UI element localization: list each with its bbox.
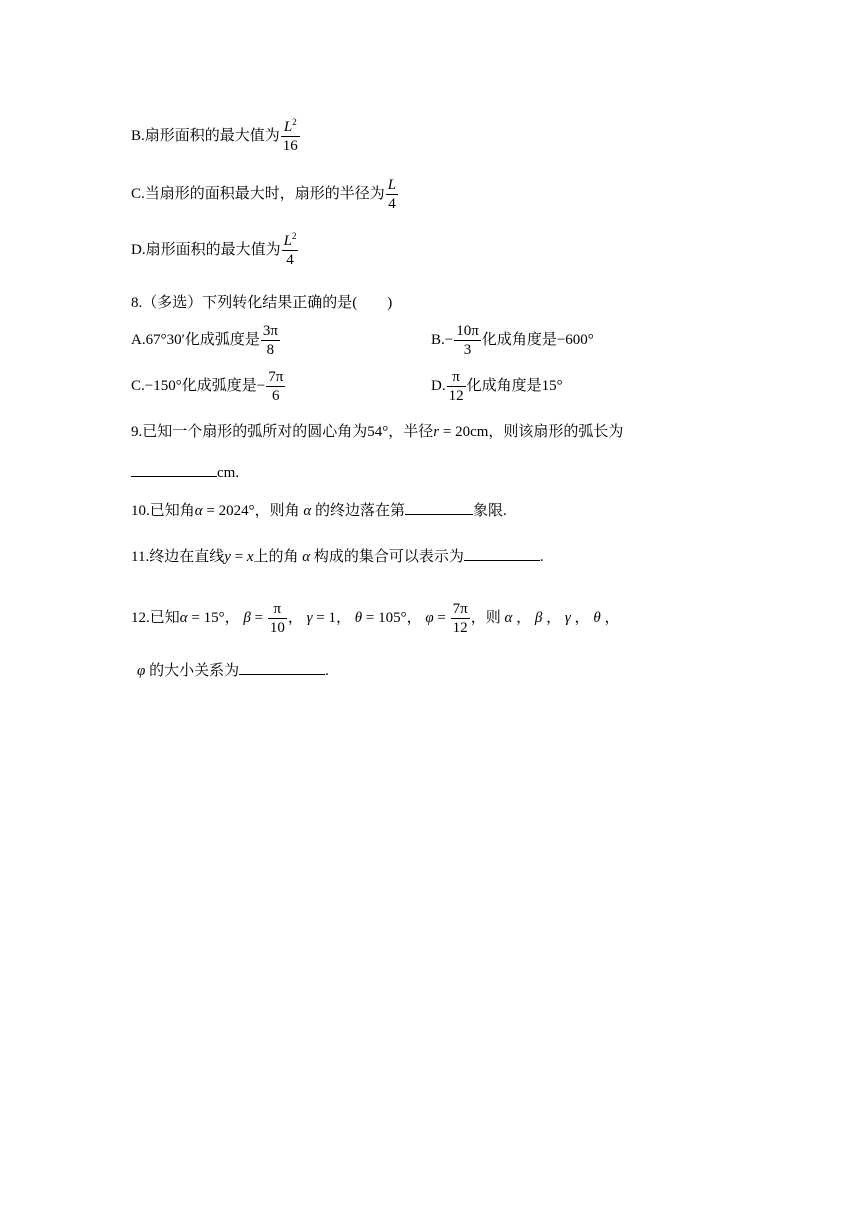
q11-answer-blank[interactable]	[464, 546, 540, 561]
q8-option-a: A.67°30′化成弧度是 $\frac{3\pi}{8}$	[131, 323, 278, 358]
q8-option-c: C.−150°化成弧度是− $\frac{7\pi}{6}$	[131, 369, 284, 404]
q7-option-b	[131, 118, 301, 155]
q7-option-b-text: B.扇形面积的最大值为	[131, 127, 280, 144]
q9-answer-line: cm.	[131, 462, 239, 483]
q8-option-b: B.− $\frac{10\pi}{3}$ 化成角度是−600°	[431, 323, 594, 358]
q7-option-d	[131, 232, 299, 269]
q7-option-c-fraction: $\frac{L}{4}$	[387, 177, 397, 212]
q12-answer-line: φ 的大小关系为 .	[137, 660, 329, 681]
q7-option-c	[131, 176, 399, 213]
q11-text: 11.终边在直线y = x上的角 α 构成的集合可以表示为 .	[131, 546, 544, 567]
q7-option-d-text: D.扇形面积的最大值为	[131, 241, 281, 258]
q8-row-1	[131, 322, 631, 359]
q12-text: 12.已知α = 15°， β = $\frac{\pi}{10}$ ， γ = 1， θ = 105°， φ = $\frac{7\pi}{12}$ ，则 α ， β ， γ ， θ ，	[131, 601, 620, 636]
q8-stem: 8.（多选）下列转化结果正确的是( )	[131, 295, 393, 311]
q10-text: 10.已知角α = 2024°，则角 α 的终边落在第 象限.	[131, 500, 507, 521]
q7-option-c-text: C.当扇形的面积最大时，扇形的半径为	[131, 185, 385, 202]
q10-answer-blank[interactable]	[405, 500, 473, 515]
q7-option-b-fraction: $\frac{L^2}{16}$	[282, 117, 298, 154]
q7-option-d-fraction: $\frac{L^2}{4}$	[283, 231, 297, 268]
q8-row-2	[131, 368, 631, 405]
q9-text: 9.已知一个扇形的弧所对的圆心角为54°，半径r = 20cm，则该扇形的弧长为	[131, 424, 624, 440]
q9-answer-blank[interactable]	[131, 462, 217, 477]
q12-answer-blank[interactable]	[239, 660, 325, 675]
q8-option-d: D. $\frac{\pi}{12}$ 化成角度是15°	[431, 369, 563, 404]
